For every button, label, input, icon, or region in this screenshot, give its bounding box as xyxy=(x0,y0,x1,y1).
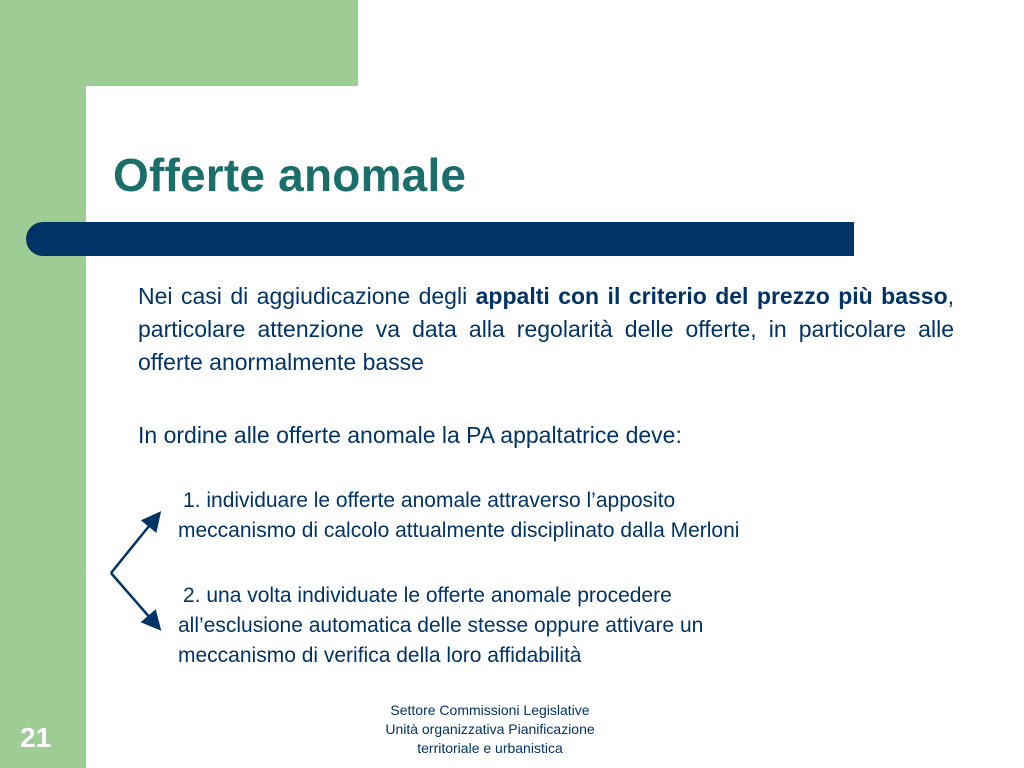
duties-intro: In ordine alle offerte anomale la PA appaltatrice deve: xyxy=(138,422,682,448)
intro-text-start: Nei casi di aggiudicazione degli xyxy=(138,283,476,309)
intro-bold-phrase: appalti con il criterio del prezzo più basso xyxy=(475,283,948,309)
list-item-2 xyxy=(178,581,938,671)
branch-arrows-icon xyxy=(100,505,170,635)
title-underline-bar xyxy=(26,222,854,256)
page-number: 21 xyxy=(20,722,52,753)
slide-title: Offerte anomale xyxy=(113,149,467,201)
left-green-band xyxy=(0,0,86,768)
intro-paragraph xyxy=(138,280,954,379)
list-item-1-line2: meccanismo di calcolo attualmente disciplinato dalla Merloni xyxy=(178,519,740,542)
list-item-2-line3: meccanismo di verifica della loro affidabilità xyxy=(178,644,582,667)
footer xyxy=(340,701,640,758)
footer-line-3: territoriale e urbanistica xyxy=(417,740,563,756)
list-item-2-line1: 2. una volta individuate le offerte anomale procedere xyxy=(183,584,672,607)
intro-text-end: , particolare attenzione va data alla regolarità delle offerte, in particolare alle offerte anormalmente basse xyxy=(138,283,955,375)
arrow-up-icon xyxy=(111,515,158,573)
list-item-1-line1: 1. individuare le offerte anomale attraverso l’apposito xyxy=(183,489,676,512)
arrow-down-icon xyxy=(111,573,158,627)
list-item-1 xyxy=(178,486,938,546)
top-green-band xyxy=(0,0,358,86)
list-item-2-line2: all’esclusione automatica delle stesse oppure attivare un xyxy=(178,614,704,637)
footer-line-2: Unità organizzativa Pianificazione xyxy=(385,721,595,737)
footer-line-1: Settore Commissioni Legislative xyxy=(390,702,590,718)
